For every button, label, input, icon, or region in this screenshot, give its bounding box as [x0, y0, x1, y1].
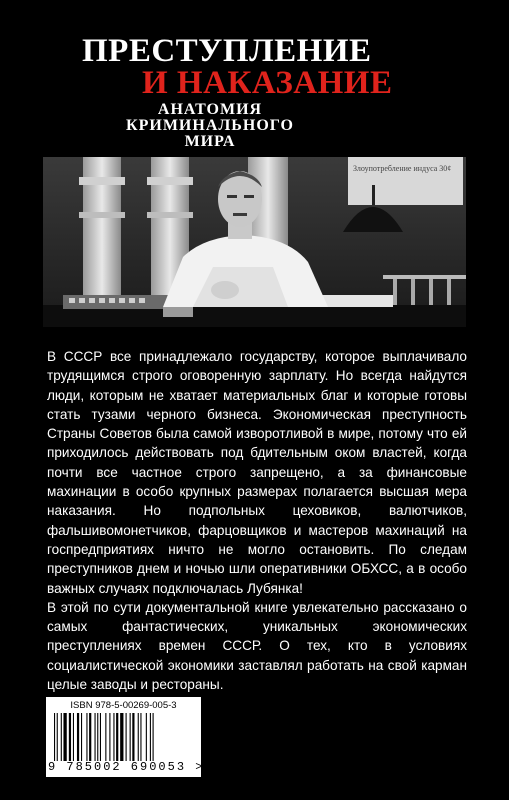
- description-paragraph-1: В СССР все принадлежало государству, которое выплачивало трудящимся строго оговоренную зарплату. Но всегда найдутся люди, которым не хватает материальных благ и которые готовы стать тузами черного бизнеса. Экономическая преступность Страны Советов была самой изворотливой в мире, потому что ей приходилось действовать под бдительным оком властей, когда почти все частное строго запрещено, а за финансовые махинации в особо крупных размерах полагается высшая мера наказания. Но подпольных цеховиков, валютчиков, фальшивомонетчиков, фарцовщиков и мастеров махинаций на госпредприятиях ничто не могло остановить. По следам преступников днем и ночью шли оперативники ОБХСС, а в особо важных случаях подключалась Лубянка!: [47, 349, 467, 596]
- subtitle-line-1: АНАТОМИЯ: [157, 101, 263, 118]
- title-line-1: ПРЕСТУПЛЕНИЕ: [82, 33, 372, 69]
- description: [47, 347, 467, 694]
- photo-illustration: [43, 157, 466, 327]
- subtitle: [0, 102, 420, 150]
- description-paragraph-2: В этой по сути документальной книге увлекательно рассказано о самых фантастических, уникальных экономических преступлениях времен СССР. О тех, кто в условиях социалистической экономики заставлял работать на свой карман целые заводы и рестораны.: [47, 599, 467, 693]
- isbn-label: ISBN 978-5-00269-005-3: [70, 700, 177, 711]
- subtitle-line-2: КРИМИНАЛЬНОГО: [126, 117, 294, 134]
- barcode: [46, 697, 205, 777]
- barcode-digits: 9 785002 690053 >: [48, 760, 205, 774]
- subtitle-line-3: МИРА: [184, 133, 236, 150]
- barcode-bars: [54, 713, 194, 761]
- photo-sign-text: Злоупотребление индуса 30¢: [353, 164, 452, 173]
- cover-photo: [43, 157, 466, 327]
- title-line-2: И НАКАЗАНИЕ: [142, 65, 393, 101]
